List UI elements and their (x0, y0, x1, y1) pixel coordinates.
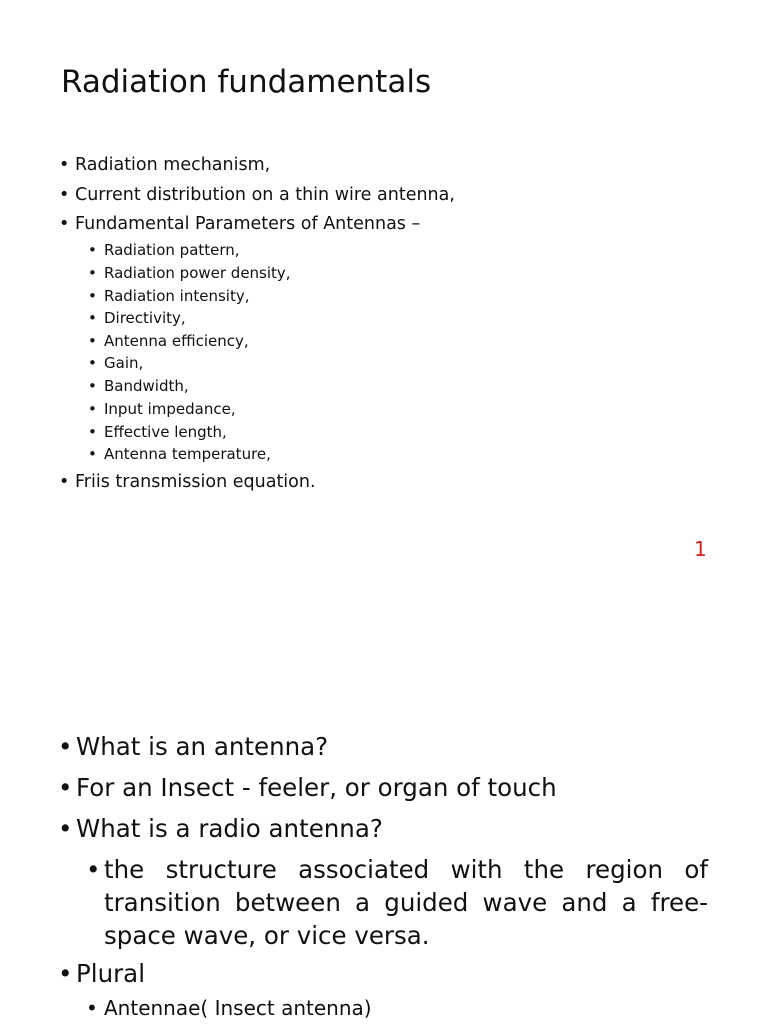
sub-bullet-item: • Antenna efficiency, (88, 332, 249, 350)
definition-item: • the structure associated with the region of transition between a guided wave and a free-space wave, or vice versa. (86, 853, 708, 952)
slide-title: Radiation fundamentals (61, 64, 432, 100)
sub-bullet-item: • Radiation pattern, (88, 241, 240, 259)
sub-bullet-item: • Directivity, (88, 309, 186, 327)
sub-bullet-item: • Radiation power density, (88, 264, 291, 282)
bullet-item: • Friis transmission equation. (59, 472, 316, 493)
page-number: 1 (694, 537, 707, 561)
bullet-item: • For an Insect - feeler, or organ of touch (58, 773, 557, 802)
sub-bullet-item: • Bandwidth, (88, 377, 189, 395)
sub-bullet-item: • Radiation intensity, (88, 287, 249, 305)
bullet-item: • Current distribution on a thin wire antenna, (59, 185, 455, 206)
sub-bullet-item: • Effective length, (88, 423, 227, 441)
sub-bullet-item: • Input impedance, (88, 400, 236, 418)
sub-bullet-item: • Antenna temperature, (88, 445, 271, 463)
bullet-item: • Radiation mechanism, (59, 155, 270, 176)
sub-bullet-item: • Antennae( Insect antenna) (86, 996, 372, 1020)
sub-bullet-item: • Gain, (88, 354, 143, 372)
slide-2 (0, 640, 768, 1024)
bullet-item: • Plural (58, 959, 145, 988)
bullet-item: • What is an antenna? (58, 732, 328, 761)
bullet-item: • Fundamental Parameters of Antennas – (59, 214, 420, 235)
bullet-item: • What is a radio antenna? (58, 814, 383, 843)
